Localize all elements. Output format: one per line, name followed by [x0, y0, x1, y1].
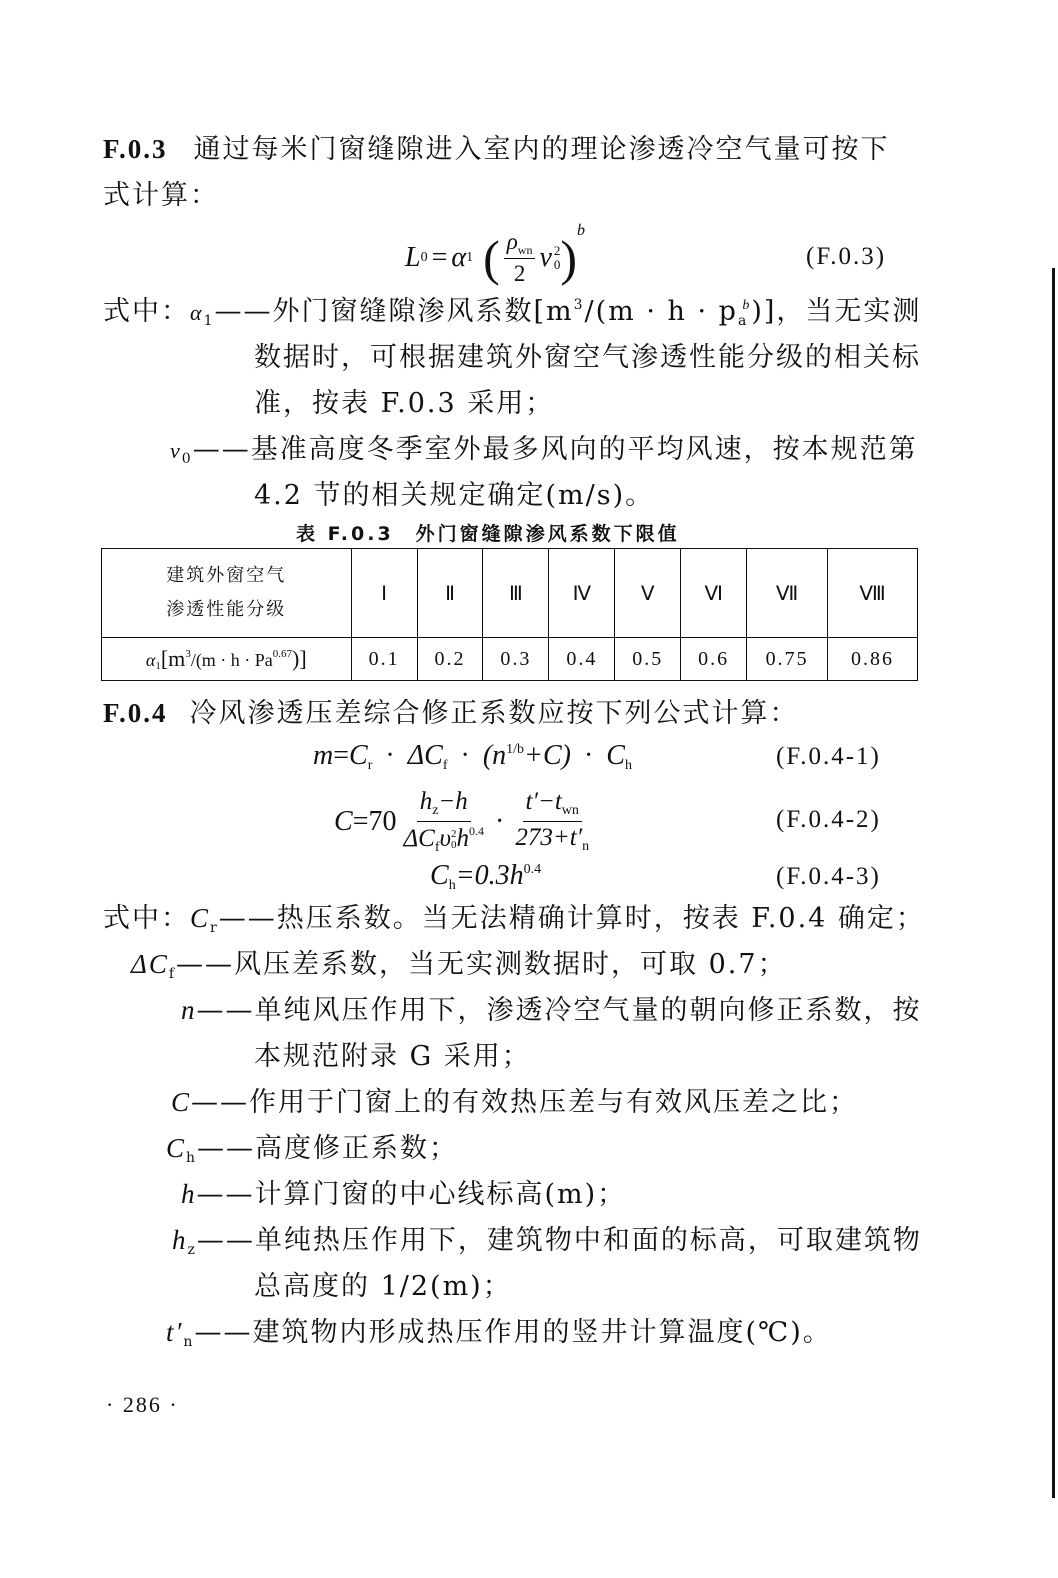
- definition-cr: [103, 905, 925, 935]
- table-f03: [101, 548, 918, 681]
- equation-label: (F.0.4-1): [776, 743, 881, 770]
- dash: ——: [176, 949, 235, 980]
- sub: n: [582, 839, 590, 854]
- grade-cell: Ⅶ: [747, 549, 828, 638]
- equals: =70: [352, 806, 397, 837]
- sub: 0: [553, 257, 561, 272]
- dot: ·: [385, 740, 395, 771]
- fraction: [512, 789, 592, 854]
- sub: 1: [203, 313, 215, 329]
- dot: ·: [583, 740, 594, 771]
- dot: ·: [495, 806, 505, 837]
- definition-cont: 本规范附录 G 采用；: [254, 1041, 531, 1072]
- sub: z: [432, 802, 439, 818]
- dot: ·: [460, 740, 470, 771]
- definition-text: 外门窗缝隙渗风系数[m: [272, 296, 574, 327]
- dash: ——: [196, 1225, 255, 1256]
- definition-hz: [172, 1227, 922, 1257]
- section-number: F.0.4: [103, 698, 168, 728]
- grade-cell: Ⅳ: [549, 549, 615, 638]
- symbol: ΔC: [403, 824, 435, 852]
- sub: n: [183, 1334, 195, 1350]
- sub: h: [448, 878, 456, 893]
- grade-cell: Ⅰ: [351, 549, 417, 638]
- sub: 0: [420, 250, 428, 265]
- sup: 0.4: [523, 862, 542, 877]
- definition-text: 作用于门窗上的有效热压差与有效风压差之比；: [249, 1087, 859, 1118]
- symbol-alpha: α: [451, 242, 467, 273]
- definition-text: 单纯风压作用下，渗透冷空气量的朝向修正系数，按: [254, 995, 922, 1026]
- grade-cell: Ⅷ: [828, 549, 918, 638]
- sub: h: [186, 1150, 198, 1166]
- paragraph-text-cont: 式计算：: [103, 180, 219, 211]
- symbol-nu: ν: [539, 242, 552, 273]
- value-cell: 0.5: [615, 638, 681, 681]
- symbol: t′: [525, 788, 538, 816]
- sup: 0.67: [272, 648, 293, 660]
- paren-open: (: [483, 230, 500, 286]
- symbol: C: [190, 903, 211, 933]
- symbol: C: [349, 740, 368, 771]
- header-label-line: 渗透性能分级: [166, 599, 287, 620]
- symbol: m: [313, 740, 334, 771]
- row-label-text: )]: [292, 646, 307, 671]
- sup: 2: [553, 242, 561, 258]
- sub: f: [442, 758, 448, 773]
- paragraph-text: 通过每米门窗缝隙进入室内的理论渗透冷空气量可按下: [193, 134, 890, 165]
- definition-v0: [170, 436, 918, 466]
- formula-f04-3: [430, 860, 541, 894]
- sub: f: [434, 839, 440, 855]
- dash: ——: [191, 1087, 250, 1118]
- definition-c: [171, 1089, 858, 1116]
- sup: 3: [185, 648, 191, 660]
- symbol: ΔC: [131, 949, 169, 979]
- grade-cell: Ⅲ: [483, 549, 549, 638]
- sup: 2: [451, 827, 457, 840]
- sup: b: [742, 298, 752, 313]
- symbol: h: [419, 787, 433, 815]
- formula-f04-2: [334, 786, 596, 858]
- symbol: −t: [537, 788, 562, 816]
- sub: r: [210, 920, 219, 936]
- fraction: [504, 230, 536, 287]
- symbol: v: [170, 438, 182, 463]
- sub: z: [187, 1242, 197, 1258]
- table-caption: 表 F.0.3 外门窗缝隙渗风系数下限值: [296, 523, 680, 545]
- sub: 1: [466, 250, 474, 265]
- dash: ——: [214, 296, 273, 327]
- equation-label: (F.0.3): [806, 243, 887, 270]
- sub: 0: [181, 451, 193, 467]
- section-f03-line1: [103, 136, 890, 163]
- value-cell: 0.6: [681, 638, 747, 681]
- definition-text: 风压差系数，当无实测数据时，可取 0.7；: [234, 949, 787, 980]
- symbol: +C): [524, 740, 571, 771]
- sub: wn: [561, 803, 579, 819]
- definition-ch: [166, 1135, 458, 1165]
- header-label-cell: [102, 549, 352, 638]
- dash: ——: [196, 995, 255, 1026]
- symbol-rho: ρ: [506, 228, 518, 254]
- symbol: h: [456, 824, 469, 852]
- dash: ——: [192, 434, 251, 465]
- symbol-L: L: [405, 242, 421, 273]
- paren-close: ): [560, 230, 578, 286]
- dash: ——: [194, 1317, 253, 1348]
- formula-f04-1: [313, 740, 632, 774]
- symbol: (n: [482, 740, 507, 771]
- symbol: C: [166, 1133, 187, 1163]
- definition-dcf: [131, 951, 787, 981]
- value-cell: 0.4: [549, 638, 615, 681]
- symbol: h: [181, 1179, 197, 1209]
- equation-label: (F.0.4-3): [776, 863, 881, 890]
- where-prefix: 式中：: [103, 903, 190, 934]
- symbol: n: [181, 995, 197, 1025]
- exponent: b: [577, 222, 586, 239]
- symbol: −h: [438, 787, 468, 815]
- value-cell: 0.2: [417, 638, 483, 681]
- sub: r: [367, 758, 373, 773]
- symbol: α: [145, 650, 156, 670]
- value-cell: 0.86: [828, 638, 918, 681]
- sub: 0: [451, 838, 457, 851]
- definition-text: /(m · h · p: [584, 296, 738, 327]
- header-label-line: 建筑外窗空气: [166, 564, 287, 586]
- symbol: t′: [166, 1317, 184, 1347]
- grade-cell: Ⅴ: [615, 549, 681, 638]
- definition-text: )]，当无实测: [751, 296, 922, 327]
- definition-n: [181, 997, 922, 1024]
- definition-alpha1: [103, 298, 921, 328]
- paragraph-text: 冷风渗透压差综合修正系数应按下列公式计算：: [189, 698, 799, 729]
- equation-label: (F.0.4-2): [776, 806, 881, 833]
- value-cell: 0.3: [483, 638, 549, 681]
- sup: 0.4: [469, 823, 484, 838]
- definition-cont: 4.2 节的相关规定确定(m/s)。: [254, 480, 655, 511]
- definition-cont: 总高度的 1/2(m)；: [254, 1271, 512, 1302]
- symbol: h: [172, 1225, 188, 1255]
- scan-edge-line: [1052, 268, 1055, 1498]
- dash: ——: [197, 1133, 256, 1164]
- table-header-row: [102, 549, 918, 638]
- dash: ——: [218, 903, 277, 934]
- symbol: C: [430, 860, 449, 891]
- sub: f: [168, 966, 177, 982]
- equals: =: [431, 242, 448, 273]
- value-cell: 0.1: [351, 638, 417, 681]
- sub: h: [624, 758, 632, 773]
- sub: wn: [517, 242, 533, 257]
- definition-cont: 准，按表 F.0.3 采用；: [254, 388, 555, 419]
- table-value-row: [102, 638, 918, 681]
- symbol: C: [606, 740, 625, 771]
- sup: 3: [573, 297, 585, 313]
- symbol: 273+t′: [515, 824, 583, 851]
- symbol: ΔC: [407, 740, 443, 771]
- where-prefix: 式中：: [103, 296, 190, 327]
- formula-f03: [405, 222, 586, 288]
- expression: =0.3h: [455, 860, 524, 891]
- grade-cell: Ⅵ: [681, 549, 747, 638]
- symbol: α: [190, 300, 204, 325]
- sup: 1/b: [506, 742, 525, 757]
- definition-text: 基准高度冬季室外最多风向的平均风速，按本规范第: [250, 434, 918, 465]
- definition-cont: 数据时，可根据建筑外窗空气渗透性能分级的相关标: [254, 342, 921, 373]
- definition-text: 高度修正系数；: [255, 1133, 459, 1164]
- fraction: [400, 789, 487, 855]
- equals: =: [333, 740, 350, 771]
- definition-text: 热压系数。当无法精确计算时，按表 F.0.4 确定；: [276, 903, 925, 934]
- symbol: C: [334, 806, 353, 837]
- page-number: · 286 ·: [106, 1392, 179, 1417]
- row-label-text: [m: [160, 646, 186, 671]
- row-label-text: /(m · h · Pa: [190, 650, 273, 670]
- sub: a: [737, 313, 749, 329]
- dash: ——: [196, 1179, 255, 1210]
- definition-text: 建筑物内形成热压作用的竖井计算温度(℃)。: [252, 1317, 832, 1348]
- symbol: C: [171, 1087, 192, 1117]
- definition-text: 单纯热压作用下，建筑物中和面的标高，可取建筑物: [254, 1225, 922, 1256]
- section-number: F.0.3: [103, 134, 168, 164]
- definition-tn: [166, 1319, 832, 1349]
- denominator: 2: [513, 261, 526, 287]
- grade-cell: Ⅱ: [417, 549, 483, 638]
- definition-text: 计算门窗的中心线标高(m)；: [254, 1179, 627, 1210]
- definition-h: [181, 1181, 626, 1208]
- row-label-cell: [102, 638, 352, 681]
- sub: 1: [155, 660, 161, 672]
- section-f04-line: [103, 700, 799, 727]
- symbol: υ: [439, 824, 451, 852]
- value-cell: 0.75: [747, 638, 828, 681]
